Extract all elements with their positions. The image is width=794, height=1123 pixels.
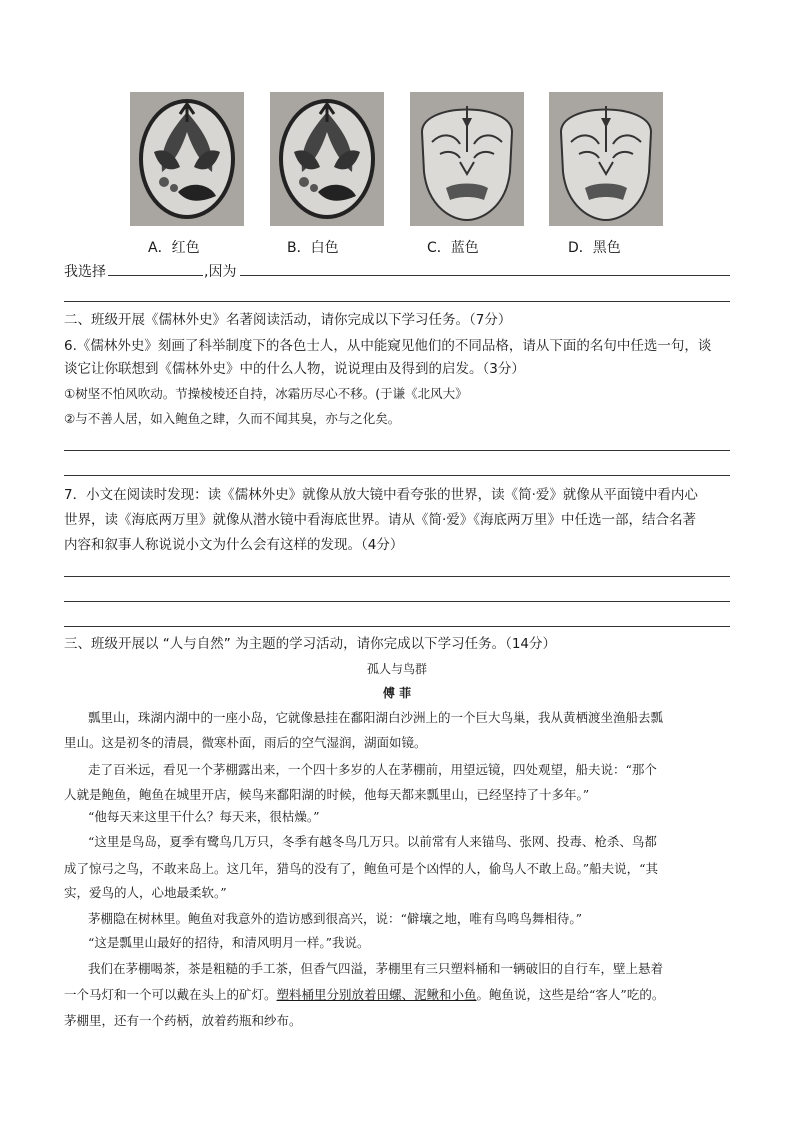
q6-line1: 6.《儒林外史》刻画了科举制度下的各色士人，从中能窥见他们的不同品格，请从下面的名句中任选一句，谈 — [64, 338, 712, 354]
option-b-label: B．白色 — [287, 240, 339, 256]
q6-line2: 谈它让你联想到《儒林外史》中的什么人物，说说理由及得到的启发。（3分） — [64, 361, 525, 377]
para7-line2-pre: 一个马灯和一个可以戴在头上的矿灯。 — [64, 987, 277, 1002]
q7-line2: 世界，读《海底两万里》就像从潜水镜中看海底世界。请从《简·爱》《海底两万里》中任选一部，结合名著 — [64, 512, 697, 528]
red-mask-picture — [130, 92, 244, 226]
answer-rule[interactable] — [64, 301, 730, 302]
para1-line2: 里山。这是初冬的清晨，微寒朴面，雨后的空气湿润，湖面如镜。 — [64, 735, 427, 750]
para2-line1: 走了百米远，看见一个茅棚露出来，一个四十多岁的人在茅棚前，用望远镜，四处观望，船夫说：“那个 — [88, 762, 657, 777]
para2-line2: 人就是鲍鱼，鲍鱼在城里开店，候鸟来鄱阳湖的时候，他每天都来瓢里山，已经坚持了十多年。” — [64, 787, 590, 802]
line-mask-icon — [549, 92, 663, 226]
para4-line1: “这里是鸟岛，夏季有鹭鸟几万只，冬季有越冬鸟几万只。以前常有人来锚鸟、张网、投毒、枪杀、鸟都 — [88, 834, 657, 849]
reason-blank[interactable] — [240, 275, 730, 276]
black-mask-picture — [549, 92, 663, 226]
q7-line3: 内容和叙事人称说说小文为什么会有这样的发现。（4分） — [64, 537, 404, 553]
floral-mask-icon — [130, 92, 244, 226]
para5: 茅棚隐在树林里。鲍鱼对我意外的造访感到很高兴，说：“僻壤之地，唯有鸟鸣鸟舞相待。” — [88, 911, 583, 926]
q7-answer-rule-2[interactable] — [64, 601, 730, 602]
para4-line3: 实，爱鸟的人，心地最柔软。” — [64, 885, 227, 900]
option-a-label: A．红色 — [148, 240, 200, 256]
article-title: 孤人与鸟群 — [366, 662, 427, 676]
mask-pictures — [0, 92, 794, 232]
q7-answer-rule-1[interactable] — [64, 576, 730, 577]
q6-answer-rule-2[interactable] — [64, 475, 730, 476]
para1-line1: 瓢里山，珠湖内湖中的一座小岛，它就像悬挂在鄱阳湖白沙洲上的一个巨大鸟巢，我从黄栖渡坐渔船去瓢 — [88, 710, 664, 725]
section3-heading: 三、班级开展以 “人与自然” 为主题的学习活动，请你完成以下学习任务。（14分） — [64, 636, 556, 652]
floral-mask-icon — [270, 92, 384, 226]
para4-line2: 成了惊弓之鸟，不敢来岛上。这几年，猎鸟的没有了，鲍鱼可是个凶悍的人，偷鸟人不敢上岛。”船夫说，“其 — [64, 861, 659, 876]
because-label: ,因为 — [204, 264, 237, 280]
q7-line1: 7．小文在阅读时发现：读《儒林外史》就像从放大镜中看夸张的世界，读《简·爱》就像从平面镜中看内心 — [64, 487, 698, 503]
para6: “这是瓢里山最好的招待，和清风明月一样。”我说。 — [88, 935, 370, 950]
answer-line — [64, 261, 732, 281]
q6-option1: ①树坚不怕风吹动。节操棱棱还自持，冰霜历尽心不移。(于谦《北风大》 — [64, 386, 468, 401]
blue-mask-picture — [410, 92, 524, 226]
choose-label: 我选择 — [64, 264, 106, 280]
white-mask-picture — [270, 92, 384, 226]
para3: “他每天来这里干什么？每天来，很枯燥。” — [88, 809, 320, 824]
option-d-label: D．黑色 — [568, 240, 621, 256]
para7-line2-post: 。鲍鱼说，这些是给“客人”吃的。 — [476, 987, 665, 1002]
para7-line3: 茅棚里，还有一个药柄，放着药瓶和纱布。 — [64, 1013, 302, 1028]
line-mask-icon — [410, 92, 524, 226]
para7-line1: 我们在茅棚喝茶，茶是粗糙的手工茶，但香气四溢，茅棚里有三只塑料桶和一辆破旧的自行车，壁上悬着 — [88, 961, 664, 976]
para7-underlined-text: 塑料桶里分别放着田螺、泥鳅和小鱼 — [276, 987, 477, 1002]
section2-heading: 二、班级开展《儒林外史》名著阅读活动，请你完成以下学习任务。（7分） — [64, 312, 512, 328]
q6-answer-rule-1[interactable] — [64, 450, 730, 451]
q7-answer-rule-3[interactable] — [64, 626, 730, 627]
article-author: 傅 菲 — [382, 686, 412, 700]
option-c-label: C．蓝色 — [427, 240, 479, 256]
para7-line2 — [64, 985, 730, 1005]
choice-blank[interactable] — [108, 275, 203, 276]
q6-option2: ②与不善人居，如入鲍鱼之肆，久而不闻其臭，亦与之化矣。 — [64, 411, 401, 426]
